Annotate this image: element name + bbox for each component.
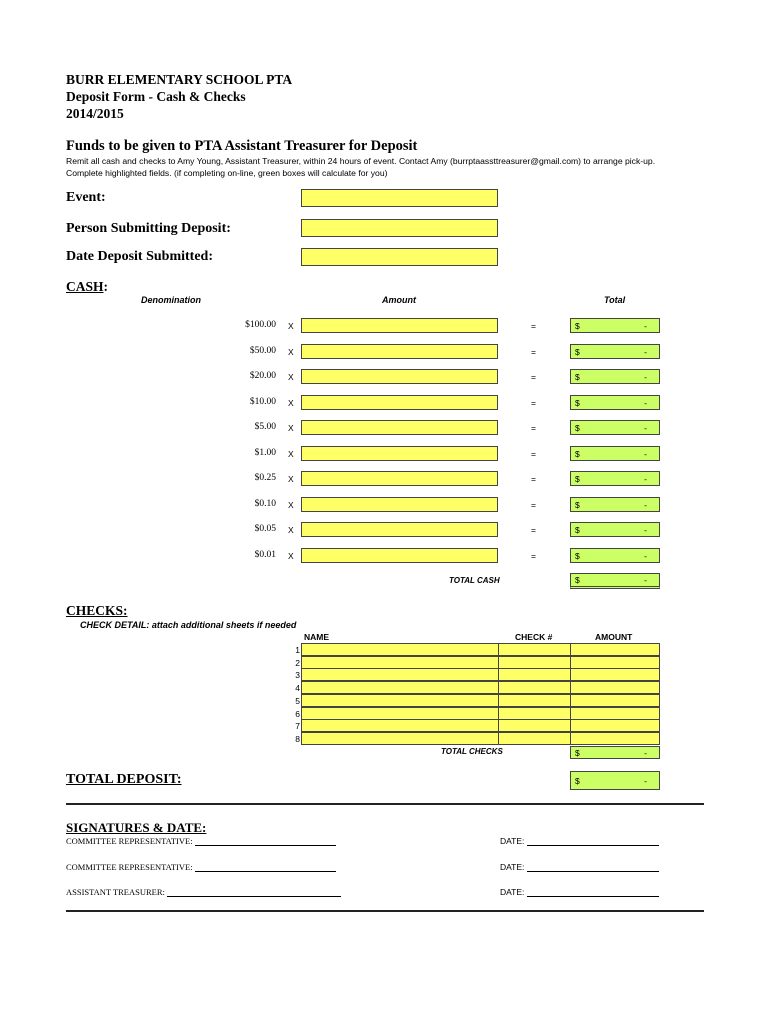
cash-row-multiply: X [288,372,294,382]
total-cash-box [570,573,660,589]
divider-top [66,803,704,805]
cash-row-total [570,420,660,435]
cash-row-total-value: - [644,473,647,484]
cash-row-denomination: $10.00 [249,397,276,407]
cash-row-multiply: X [288,551,294,561]
check-number-field[interactable] [498,694,571,707]
signature-date [500,836,659,846]
person-submitting-field[interactable] [301,219,498,237]
check-row-number: 3 [295,670,300,680]
cash-row-equals: = [531,449,536,459]
total-checks-label: TOTAL CHECKS [441,747,503,756]
total-deposit-label: TOTAL DEPOSIT: [66,772,182,787]
cash-row-denomination: $1.00 [254,448,276,458]
signature-date [500,887,659,897]
cash-row-total-currency: $ [575,550,580,561]
cash-row-equals: = [531,423,536,433]
cash-row-amount-field[interactable] [301,471,498,486]
cash-row-total-currency: $ [575,346,580,357]
cash-row-total [570,395,660,410]
check-row [301,668,660,681]
cash-row-total-value: - [644,499,647,510]
cash-row-total [570,446,660,461]
check-row-number: 2 [295,658,300,668]
cash-row-total-value: - [644,397,647,408]
cash-row-total [570,318,660,333]
cash-row-total-value: - [644,524,647,535]
cash-row-equals: = [531,321,536,331]
check-row [301,643,660,656]
check-number-field[interactable] [498,668,571,681]
cash-row-amount-field[interactable] [301,446,498,461]
cash-row-equals: = [531,398,536,408]
cash-row-multiply: X [288,500,294,510]
signature-date [500,862,659,872]
event-label: Event: [66,190,106,205]
check-row [301,694,660,707]
check-name-field[interactable] [301,643,499,656]
cash-row-total-currency: $ [575,499,580,510]
total-cash-value: - [644,575,647,585]
cash-row-equals: = [531,372,536,382]
check-amount-field[interactable] [570,719,660,732]
cash-row-denomination: $50.00 [249,346,276,356]
cash-row-total-value: - [644,422,647,433]
total-deposit-box [570,771,660,790]
signature-line[interactable] [195,862,336,872]
date-submitted-label: Date Deposit Submitted: [66,249,213,264]
cash-row-total [570,548,660,563]
cash-row-amount-field[interactable] [301,497,498,512]
cash-row-total [570,369,660,384]
cash-row-total [570,522,660,537]
total-checks-box [570,746,660,759]
total-checks-value: - [644,747,647,758]
check-amount-field[interactable] [570,694,660,707]
cash-row-total-value: - [644,346,647,357]
cash-row-total-currency: $ [575,473,580,484]
cash-row-amount-field[interactable] [301,522,498,537]
signature-line[interactable] [195,836,336,846]
signatures-title: SIGNATURES & DATE: [66,820,207,835]
cash-row-equals: = [531,551,536,561]
cash-row-denomination: $0.25 [254,473,276,483]
check-number-header: CHECK # [515,632,553,642]
cash-row-total [570,497,660,512]
instructions-line-1: Remit all cash and checks to Amy Young, Assistant Treasurer, within 24 hours of event. Contact Amy (burrptaassttreasurer@gmail.com) to arrange pick-up. [66,156,656,166]
cash-row-equals: = [531,347,536,357]
school-name: BURR ELEMENTARY SCHOOL PTA [66,72,293,87]
cash-row-total-currency: $ [575,397,580,408]
date-label: DATE: [500,862,525,872]
cash-row-equals: = [531,500,536,510]
check-name-field[interactable] [301,681,499,694]
cash-row-multiply: X [288,423,294,433]
cash-row-multiply: X [288,398,294,408]
check-row [301,719,660,732]
check-name-field[interactable] [301,719,499,732]
cash-row-amount-field[interactable] [301,420,498,435]
cash-row-amount-field[interactable] [301,344,498,359]
signature-row [66,862,336,872]
check-amount-field[interactable] [570,681,660,694]
cash-row-total-currency: $ [575,422,580,433]
check-amount-header: AMOUNT [595,632,633,642]
check-name-field[interactable] [301,732,499,745]
cash-title-colon: : [103,279,109,294]
amount-header: Amount [382,295,416,305]
check-row-number: 5 [295,696,300,706]
check-number-field[interactable] [498,643,571,656]
cash-row-total [570,344,660,359]
cash-row-total-currency: $ [575,371,580,382]
school-year: 2014/2015 [66,106,124,121]
check-amount-field[interactable] [570,732,660,745]
total-header: Total [604,295,626,305]
event-field[interactable] [301,189,498,207]
instructions-line-2: Complete highlighted fields. (if completing on-line, green boxes will calculate for you) [66,168,388,178]
check-row [301,732,660,745]
check-row [301,681,660,694]
check-name-field[interactable] [301,668,499,681]
total-deposit-currency: $ [575,775,580,786]
signature-label: COMMITTEE REPRESENTATIVE: [66,862,193,872]
cash-row-total-currency: $ [575,448,580,459]
cash-row-denomination: $100.00 [245,320,276,330]
check-row-number: 6 [295,709,300,719]
date-submitted-field[interactable] [301,248,498,266]
total-checks-currency: $ [575,747,580,758]
total-cash-currency: $ [575,575,580,585]
cash-title-text: CASH [66,279,104,294]
cash-row-amount-field[interactable] [301,395,498,410]
date-line[interactable] [527,862,659,872]
check-row-number: 1 [295,645,300,655]
check-amount-field[interactable] [570,643,660,656]
check-detail-note: CHECK DETAIL: attach additional sheets if needed [80,620,297,630]
cash-row-denomination: $0.01 [254,550,276,560]
cash-row-multiply: X [288,347,294,357]
cash-row-multiply: X [288,449,294,459]
signature-row [66,836,336,846]
cash-row-total-value: - [644,448,647,459]
cash-row-amount-field[interactable] [301,318,498,333]
signature-label: ASSISTANT TREASURER: [66,887,165,897]
cash-row-denomination: $0.05 [254,524,276,534]
check-name-field[interactable] [301,694,499,707]
divider-bottom [66,910,704,912]
check-name-header: NAME [304,632,330,642]
check-row-number: 4 [295,683,300,693]
date-label: DATE: [500,887,525,897]
cash-row-total-currency: $ [575,524,580,535]
cash-row-total-value: - [644,371,647,382]
signature-label: COMMITTEE REPRESENTATIVE: [66,836,193,846]
cash-row-denomination: $5.00 [254,422,276,432]
cash-row-denomination: $20.00 [249,371,276,381]
cash-row-multiply: X [288,525,294,535]
cash-row-total [570,471,660,486]
cash-row-equals: = [531,474,536,484]
signature-line[interactable] [167,887,341,897]
check-amount-field[interactable] [570,668,660,681]
checks-section-title: CHECKS: [66,603,128,618]
funds-title: Funds to be given to PTA Assistant Treasurer for Deposit [66,138,418,154]
check-row-number: 7 [295,721,300,731]
signature-row [66,887,341,897]
cash-row-total-value: - [644,320,647,331]
cash-row-amount-field[interactable] [301,369,498,384]
cash-row-amount-field[interactable] [301,548,498,563]
total-cash-label: TOTAL CASH [449,576,500,585]
denomination-header: Denomination [141,295,201,305]
check-number-field[interactable] [498,719,571,732]
cash-row-total-value: - [644,550,647,561]
total-deposit-value: - [644,775,647,786]
check-number-field[interactable] [498,681,571,694]
cash-section-title [66,279,108,295]
person-submitting-label: Person Submitting Deposit: [66,221,231,236]
date-label: DATE: [500,836,525,846]
check-number-field[interactable] [498,732,571,745]
cash-row-multiply: X [288,321,294,331]
cash-row-total-currency: $ [575,320,580,331]
date-line[interactable] [527,836,659,846]
form-title: Deposit Form - Cash & Checks [66,89,246,104]
cash-row-multiply: X [288,474,294,484]
cash-row-equals: = [531,525,536,535]
date-line[interactable] [527,887,659,897]
check-row-number: 8 [295,734,300,744]
cash-row-denomination: $0.10 [254,499,276,509]
